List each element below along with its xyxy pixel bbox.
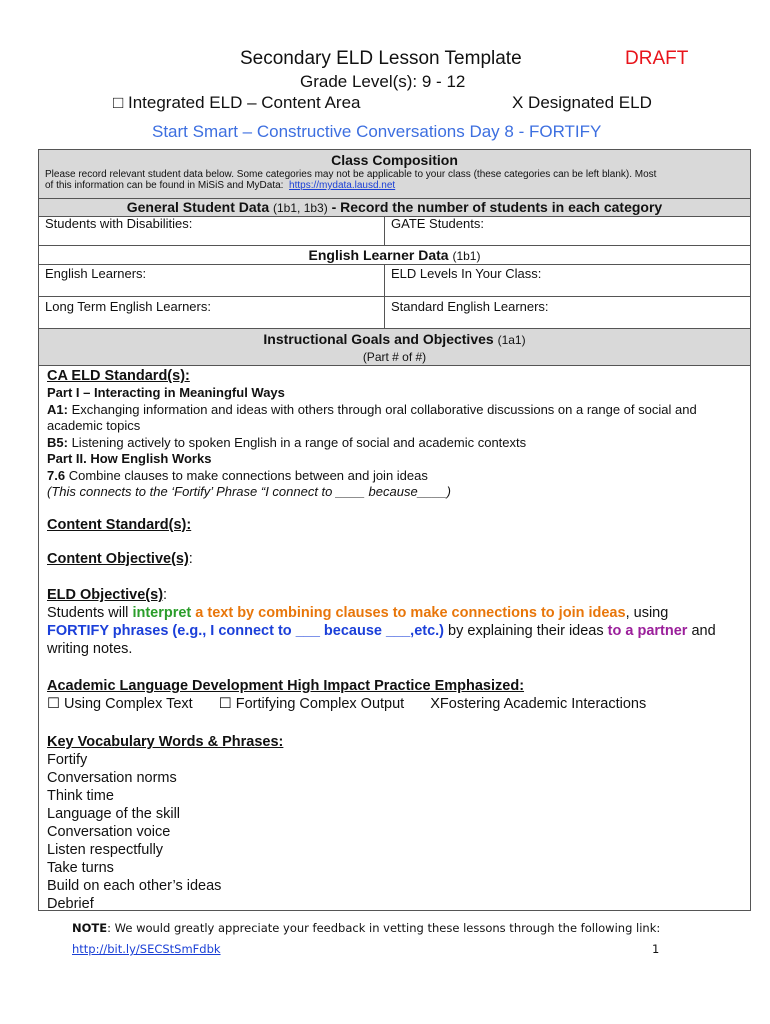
fostering-interactions-option: XFostering Academic Interactions [430,696,647,712]
obj-fortify: FORTIFY phrases (e.g., I connect to ___ because ___,etc.) [47,623,445,639]
english-learner-data-heading [39,247,750,263]
eld-objective-line-3: writing notes. [47,641,133,657]
ca-eld-standard-heading: CA ELD Standard(s): [47,368,190,384]
note-label: NOTE [72,921,108,935]
s76-line [47,468,747,485]
document-title: Secondary ELD Lesson Template [240,48,522,69]
a1-text: Exchanging information and ideas with others through oral collaborative discussions on a range of social and [71,401,697,417]
content-objective-label: Content Objective(s) [47,551,189,567]
vocabulary-item: Fortify [47,752,88,768]
practice-heading: Academic Language Development High Impact Practice Emphasized: [47,678,525,694]
class-composition-band [39,150,750,199]
standard-english-learners: Standard English Learners: [391,299,549,314]
designated-eld-option: X Designated ELD [512,93,652,112]
lesson-table [38,149,751,911]
b5-text: Listening actively to spoken English in a range of social and academic contexts [71,434,527,450]
using-complex-text-option: ☐ Using Complex Text [47,696,193,712]
obj-partner: to a partner [607,623,688,639]
divider [384,264,385,328]
note-text: : We would greatly appreciate your feedback in vetting these lessons through the following link: [107,921,661,935]
vocabulary-item: Think time [47,788,114,804]
eld-objective-heading [47,586,749,604]
vocabulary-item: Conversation voice [47,824,171,840]
eld-bold: English Learner Data [308,247,449,263]
vocabulary-heading: Key Vocabulary Words & Phrases: [47,734,284,750]
s76-label: 7.6 [47,467,66,483]
fortifying-output-option: ☐ Fortifying Complex Output [218,696,405,712]
obj-using: , using [625,605,669,621]
eld-code: (1b1) [452,249,481,263]
b5-line [47,435,747,452]
obj-interpret: interpret [132,605,192,621]
page-number: 1 [652,942,660,956]
gate-students: GATE Students: [391,216,484,231]
vocabulary-item: Language of the skill [47,806,181,822]
divider [384,217,385,245]
content-objective-colon: : [188,551,193,567]
vocabulary-item: Listen respectfully [47,842,164,858]
divider [39,245,750,246]
a1-line [47,402,747,419]
content-standard-heading: Content Standard(s): [47,517,192,533]
obj-combine: a text by combining clauses to make connections to join ideas [191,605,626,621]
obj-text: Students will [47,605,133,621]
gsd-rest: - Record the number of students in each category [331,199,663,215]
practice-options [47,695,749,713]
content-objective-heading [47,550,193,568]
eld-levels: ELD Levels In Your Class: [391,266,542,281]
b5-label: B5: [47,434,68,450]
instructions-line-2 [45,180,745,191]
gsd-bold: General Student Data [126,199,270,215]
instructions-text: of this information can be found in MiSiS and MyData: [45,180,284,191]
vocabulary-item: Debrief [47,896,94,912]
instructional-goals-band [39,328,750,366]
general-student-data-heading [39,199,750,215]
eld-objective-line-1 [47,604,749,622]
vocabulary-item: Conversation norms [47,770,177,786]
vocabulary-item: Build on each other’s ideas [47,878,222,894]
eld-objective-section [47,586,749,658]
divider [39,264,750,265]
obj-and: and [687,623,716,639]
fortify-connect-note: (This connects to the ‘Fortify’ Phrase “I connect to ____ because____) [47,484,451,499]
vocabulary-item: Take turns [47,860,114,876]
class-composition-heading: Class Composition [331,152,458,168]
students-with-disabilities: Students with Disabilities: [45,216,193,231]
a1-label: A1: [47,401,68,417]
grade-level: Grade Level(s): 9 - 12 [300,72,466,91]
s76-text: Combine clauses to make connections between and join ideas [68,467,428,483]
part-of-label: (Part # of #) [362,350,427,364]
long-term-english-learners: Long Term English Learners: [45,299,211,314]
vocabulary-section [47,733,747,913]
eld-objective-label: ELD Objective(s) [47,587,164,603]
goals-bold: Instructional Goals and Objectives [263,331,494,347]
obj-explaining: by explaining their ideas [444,623,608,639]
feedback-note [72,921,660,935]
draft-label: DRAFT [625,48,689,69]
goals-code: (1a1) [497,333,526,347]
instructional-goals-heading [39,331,750,347]
class-composition-instructions [45,169,745,191]
standards-section [47,367,747,501]
general-student-data-band [39,199,750,217]
eld-objective-line-2 [47,622,749,640]
mydata-link[interactable]: https://mydata.lausd.net [289,180,396,191]
a1-line-2: academic topics [47,418,141,433]
divider [39,296,750,297]
instructions-line-1: Please record relevant student data below. Some categories may not be applicable to your class (these categories can be left blank). Most [45,169,657,180]
eld-objective-colon: : [163,587,168,603]
gsd-code: (1b1, 1b3) [273,201,328,215]
part1-heading: Part I – Interacting in Meaningful Ways [47,385,285,400]
feedback-link[interactable]: http://bit.ly/SECStSmFdbk [72,942,221,956]
part2-heading: Part II. How English Works [47,451,212,466]
integrated-eld-option: □ Integrated ELD – Content Area [113,93,361,112]
practice-section [47,677,749,713]
english-learners: English Learners: [45,266,147,281]
lesson-title: Start Smart – Constructive Conversations Day 8 - FORTIFY [152,122,602,141]
